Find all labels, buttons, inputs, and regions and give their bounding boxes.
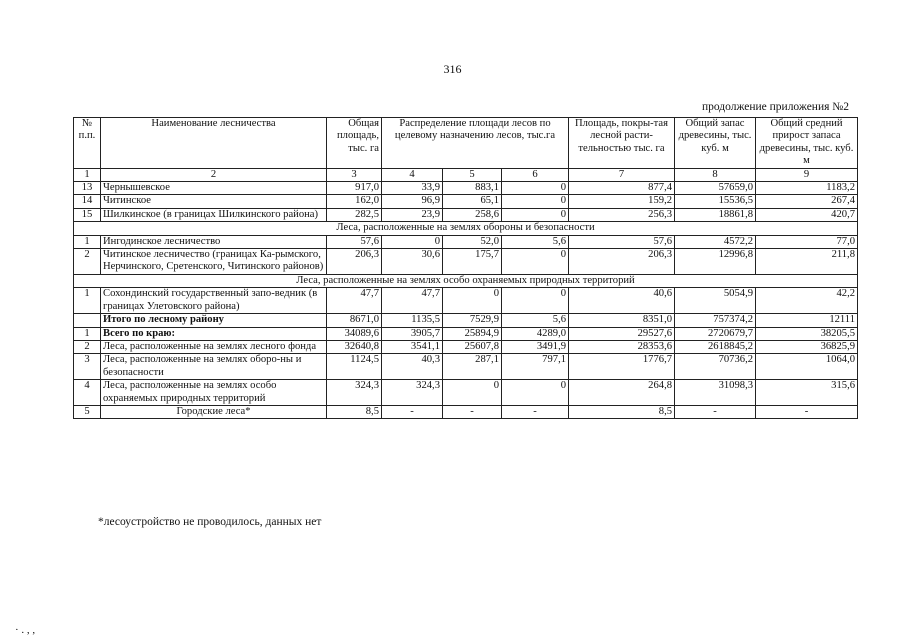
row-number: 2 [74, 340, 101, 353]
row-number: 4 [74, 380, 101, 406]
cell-value: 1135,5 [382, 314, 443, 327]
cell-value: 5,6 [502, 235, 569, 248]
cell-value: 57,6 [569, 235, 675, 248]
district-total-row [74, 314, 858, 327]
cell-value: 40,3 [382, 354, 443, 380]
column-number: 1 [74, 168, 101, 181]
row-number: 1 [74, 288, 101, 314]
row-number: 2 [74, 249, 101, 275]
cell-value: 258,6 [443, 208, 502, 221]
section-defense-title: Леса, расположенные на землях обороны и безопасности [74, 222, 858, 235]
cell-value: 267,4 [756, 195, 858, 208]
forestry-name: Ингодинское лесничество [101, 235, 327, 248]
cell-value: 2618845,2 [675, 340, 756, 353]
table-row [74, 182, 858, 195]
table-row [74, 288, 858, 314]
cell-value: 77,0 [756, 235, 858, 248]
header-num: № п.п. [74, 118, 101, 169]
cell-value: 65,1 [443, 195, 502, 208]
cell-value: 23,9 [382, 208, 443, 221]
section-heading-row [74, 274, 858, 287]
forestry-name: Читинское [101, 195, 327, 208]
scan-marks: · . , , [15, 624, 36, 636]
cell-value: 0 [502, 182, 569, 195]
cell-value: 324,3 [382, 380, 443, 406]
row-number: 1 [74, 327, 101, 340]
cell-value: - [382, 405, 443, 418]
forestry-name: Сохондинский государственный запо-ведник (в границах Улетовского района) [101, 288, 327, 314]
table-row [74, 208, 858, 221]
cell-value: 256,3 [569, 208, 675, 221]
cell-value: 0 [502, 380, 569, 406]
cell-value: 28353,6 [569, 340, 675, 353]
header-covered-area: Площадь, покры-тая лесной расти-тельностью тыс. га [569, 118, 675, 169]
cell-value: 29527,6 [569, 327, 675, 340]
table-row [74, 195, 858, 208]
cell-value: 877,4 [569, 182, 675, 195]
cell-value: 206,3 [327, 249, 382, 275]
section-heading-row [74, 222, 858, 235]
cell-value: - [756, 405, 858, 418]
cell-value: 70736,2 [675, 354, 756, 380]
cell-value: 264,8 [569, 380, 675, 406]
region-total-row [74, 327, 858, 340]
cell-value: - [502, 405, 569, 418]
forestry-name: Чернышевское [101, 182, 327, 195]
row-number: 14 [74, 195, 101, 208]
header-total-area: Общая площадь, тыс. га [327, 118, 382, 169]
cell-value: 315,6 [756, 380, 858, 406]
table-row [74, 380, 858, 406]
column-number: 2 [101, 168, 327, 181]
cell-value: 18861,8 [675, 208, 756, 221]
forestry-name: Шилкинское (в границах Шилкинского района) [101, 208, 327, 221]
forestry-name: Читинское лесничество (границах Ка-рымского, Нерчинского, Сретенского, Читинского районов) [101, 249, 327, 275]
cell-value: 57,6 [327, 235, 382, 248]
cell-value: 0 [443, 288, 502, 314]
cell-value: 52,0 [443, 235, 502, 248]
column-number-row [74, 168, 858, 181]
cell-value: 30,6 [382, 249, 443, 275]
cell-value: 34089,6 [327, 327, 382, 340]
cell-value: 1776,7 [569, 354, 675, 380]
page-number: 316 [443, 62, 462, 76]
footnote: *лесоустройство не проводилось, данных нет [98, 516, 322, 528]
table-header-row [74, 118, 858, 169]
cell-value: 4289,0 [502, 327, 569, 340]
cell-value: 8351,0 [569, 314, 675, 327]
cell-value: 8,5 [569, 405, 675, 418]
cell-value: 47,7 [327, 288, 382, 314]
cell-value: 757374,2 [675, 314, 756, 327]
column-number: 4 [382, 168, 443, 181]
cell-value: 3905,7 [382, 327, 443, 340]
cell-value: 5,6 [502, 314, 569, 327]
cell-value: 2720679,7 [675, 327, 756, 340]
cell-value: 12996,8 [675, 249, 756, 275]
cell-value: 7529,9 [443, 314, 502, 327]
header-name: Наименование лесничества [101, 118, 327, 169]
column-number: 9 [756, 168, 858, 181]
cell-value: - [675, 405, 756, 418]
district-total-label: Итого по лесному району [101, 314, 327, 327]
cell-value: 420,7 [756, 208, 858, 221]
cell-value: 0 [443, 380, 502, 406]
cell-value: 5054,9 [675, 288, 756, 314]
column-number: 5 [443, 168, 502, 181]
cell-value: 0 [382, 235, 443, 248]
cell-value: 33,9 [382, 182, 443, 195]
cell-value: 4572,2 [675, 235, 756, 248]
cell-value: 162,0 [327, 195, 382, 208]
cell-value: 883,1 [443, 182, 502, 195]
row-number: 5 [74, 405, 101, 418]
cell-value: 15536,5 [675, 195, 756, 208]
column-number: 3 [327, 168, 382, 181]
region-total-label: Всего по краю: [101, 327, 327, 340]
cell-value: 0 [502, 195, 569, 208]
forestry-name: Леса, расположенные на землях оборо-ны и безопасности [101, 354, 327, 380]
column-number: 7 [569, 168, 675, 181]
cell-value: 31098,3 [675, 380, 756, 406]
cell-value: 12111 [756, 314, 858, 327]
cell-value: 96,9 [382, 195, 443, 208]
forestry-name: Леса, расположенные на землях лесного фонда [101, 340, 327, 353]
table-row [74, 354, 858, 380]
cell-value: 8,5 [327, 405, 382, 418]
cell-value: 287,1 [443, 354, 502, 380]
cell-value: 1124,5 [327, 354, 382, 380]
cell-value: 25607,8 [443, 340, 502, 353]
cell-value: 3491,9 [502, 340, 569, 353]
cell-value: 0 [502, 288, 569, 314]
cell-value: 42,2 [756, 288, 858, 314]
cell-value: 324,3 [327, 380, 382, 406]
cell-value: 211,8 [756, 249, 858, 275]
cell-value: 917,0 [327, 182, 382, 195]
table-row [74, 405, 858, 418]
forestry-name: Городские леса* [101, 405, 327, 418]
row-number: 15 [74, 208, 101, 221]
cell-value: 32640,8 [327, 340, 382, 353]
cell-value: 40,6 [569, 288, 675, 314]
cell-value: 57659,0 [675, 182, 756, 195]
cell-value: 0 [502, 249, 569, 275]
row-number: 1 [74, 235, 101, 248]
cell-value: 47,7 [382, 288, 443, 314]
section-protected-title: Леса, расположенные на землях особо охраняемых природных территорий [74, 274, 858, 287]
column-number: 8 [675, 168, 756, 181]
cell-value: 159,2 [569, 195, 675, 208]
row-number: 3 [74, 354, 101, 380]
cell-value: 1183,2 [756, 182, 858, 195]
table-row [74, 249, 858, 275]
cell-value: 206,3 [569, 249, 675, 275]
cell-value: 0 [502, 208, 569, 221]
header-wood-growth: Общий средний прирост запаса древесины, тыс. куб. м [756, 118, 858, 169]
forestry-data-table [73, 117, 858, 419]
cell-value: 38205,5 [756, 327, 858, 340]
cell-value: 25894,9 [443, 327, 502, 340]
cell-value: 1064,0 [756, 354, 858, 380]
cell-value: 3541,1 [382, 340, 443, 353]
table-row [74, 235, 858, 248]
header-distribution: Распределение площади лесов по целевому назначению лесов, тыс.га [382, 118, 569, 169]
row-number [74, 314, 101, 327]
cell-value: 8671,0 [327, 314, 382, 327]
header-wood-stock: Общий запас древесины, тыс. куб. м [675, 118, 756, 169]
table-row [74, 340, 858, 353]
cell-value: - [443, 405, 502, 418]
cell-value: 175,7 [443, 249, 502, 275]
cell-value: 797,1 [502, 354, 569, 380]
cell-value: 282,5 [327, 208, 382, 221]
forestry-name: Леса, расположенные на землях особо охраняемых природных территорий [101, 380, 327, 406]
column-number: 6 [502, 168, 569, 181]
row-number: 13 [74, 182, 101, 195]
cell-value: 36825,9 [756, 340, 858, 353]
appendix-continuation-label: продолжение приложения №2 [701, 101, 849, 113]
